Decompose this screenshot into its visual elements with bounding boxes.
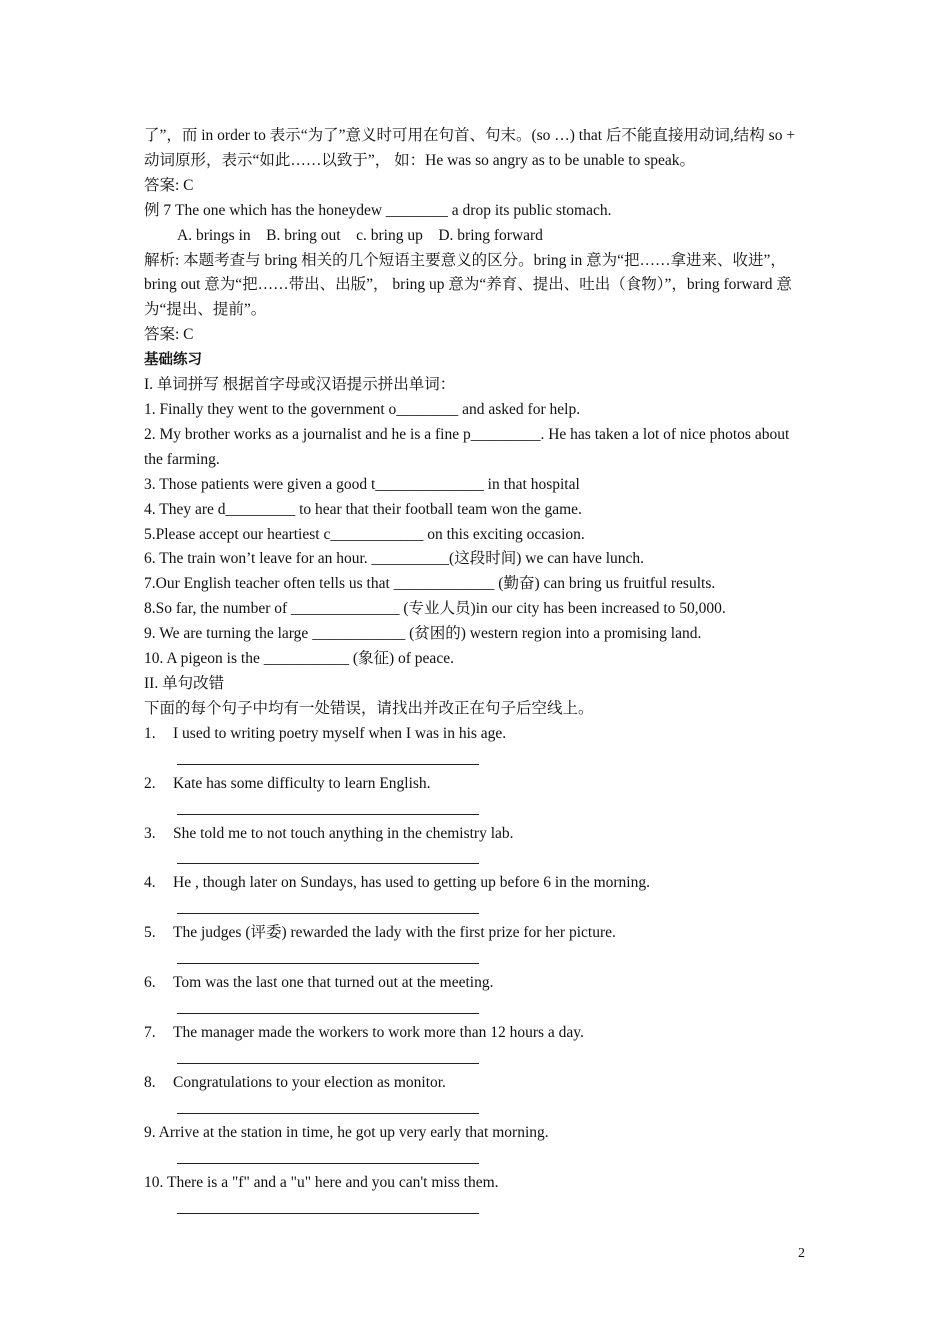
section-heading: 基础练习 — [144, 352, 202, 369]
spelling-item: 8.So far, the number of ______________ (专业人员)in our city has been increased to 50,000. — [144, 600, 726, 618]
example-7: 例 7 The one which has the honeydew ________ a drop its public stomach. — [144, 201, 612, 219]
item-text: Congratulations to your election as monitor. — [173, 1074, 446, 1092]
spelling-item: 3. Those patients were given a good t______________ in that hospital — [144, 475, 580, 493]
item-text: I used to writing poetry myself when I was in his age. — [173, 724, 507, 742]
example-7-options: A. brings in B. bring out c. bring up D. bring forward — [177, 226, 543, 244]
section1-title: I. 单词拼写 根据首字母或汉语提示拼出单词： — [144, 376, 456, 394]
answer-blank[interactable] — [144, 1196, 808, 1221]
item-text: Kate has some difficulty to learn English. — [173, 774, 431, 792]
correction-item — [144, 921, 808, 946]
item-number: 7. — [144, 1024, 156, 1042]
item-text: She told me to not touch anything in the chemistry lab. — [173, 824, 514, 842]
answer-blank[interactable] — [144, 1046, 808, 1071]
page-number: 2 — [798, 1246, 805, 1261]
section2-instruction: 下面的每个句子中均有一处错误，请找出并改正在句子后空线上。 — [144, 699, 594, 717]
spelling-item: 6. The train won’t leave for an hour. __________(这段时间) we can have lunch. — [144, 550, 645, 568]
answer-line: 答案: C — [144, 176, 194, 194]
item-text: He , though later on Sundays, has used to getting up before 6 in the morning. — [173, 874, 650, 892]
spelling-item: 5.Please accept our heartiest c____________ on this exciting occasion. — [144, 525, 585, 543]
answer-blank[interactable] — [144, 846, 808, 871]
answer-blank[interactable] — [144, 996, 808, 1021]
spelling-item: 10. A pigeon is the ___________ (象征) of peace. — [144, 650, 454, 668]
correction-item — [144, 722, 808, 747]
correction-item — [144, 1071, 808, 1096]
spelling-item: 4. They are d_________ to hear that their football team won the game. — [144, 500, 582, 518]
item-text: Tom was the last one that turned out at the meeting. — [173, 974, 494, 992]
correction-item: 10. There is a "f" and a "u" here and you can't miss them. — [144, 1173, 499, 1191]
spelling-item: 2. My brother works as a journalist and he is a fine p_________. He has taken a lot of nice photos about the farming. — [144, 425, 790, 468]
item-number: 5. — [144, 924, 156, 942]
item-number: 8. — [144, 1074, 156, 1092]
answer-blank[interactable] — [144, 1146, 808, 1171]
spelling-item: 9. We are turning the large ____________ (贫困的) western region into a promising land. — [144, 625, 702, 643]
item-text: The manager made the workers to work more than 12 hours a day. — [173, 1024, 584, 1042]
correction-item: 9. Arrive at the station in time, he got up very early that morning. — [144, 1124, 549, 1141]
spelling-item: 7.Our English teacher often tells us that _____________ (勤奋) can bring us fruitful results. — [144, 575, 716, 593]
answer-blank[interactable] — [144, 1096, 808, 1121]
analysis-paragraph: 解析: 本题考查与 bring 相关的几个短语主要意义的区分。bring in 意为“把……拿进来、收进”，bring out 意为“把……带出、出版”， bring up 意为“养育、提出、吐出（食物）”，bring forward 意为“提出、提前”。 — [144, 251, 792, 319]
intro-paragraph: 了”，而 in order to 表示“为了”意义时可用在句首、句末。(so …) that 后不能直接用动词,结构 so + 动词原形，表示“如此……以致于”， 如：He was so angry as to be unable to speak。 — [144, 127, 796, 169]
item-number: 1. — [144, 724, 156, 742]
answer-blank[interactable] — [144, 747, 808, 772]
item-number: 3. — [144, 824, 156, 842]
item-number: 4. — [144, 874, 156, 892]
answer-blank[interactable] — [144, 797, 808, 822]
document-page — [144, 124, 808, 1221]
item-text: The judges (评委) rewarded the lady with the first prize for her picture. — [173, 924, 616, 942]
spelling-item: 1. Finally they went to the government o________ and asked for help. — [144, 400, 581, 418]
correction-item — [144, 1021, 808, 1046]
correction-item — [144, 822, 808, 847]
correction-item — [144, 772, 808, 797]
section2-title: II. 单句改错 — [144, 674, 225, 692]
correction-item — [144, 971, 808, 996]
answer-blank[interactable] — [144, 896, 808, 921]
correction-item — [144, 871, 808, 896]
item-number: 6. — [144, 974, 156, 992]
answer-blank[interactable] — [144, 946, 808, 971]
item-number: 2. — [144, 774, 156, 792]
answer-line: 答案: C — [144, 326, 194, 344]
